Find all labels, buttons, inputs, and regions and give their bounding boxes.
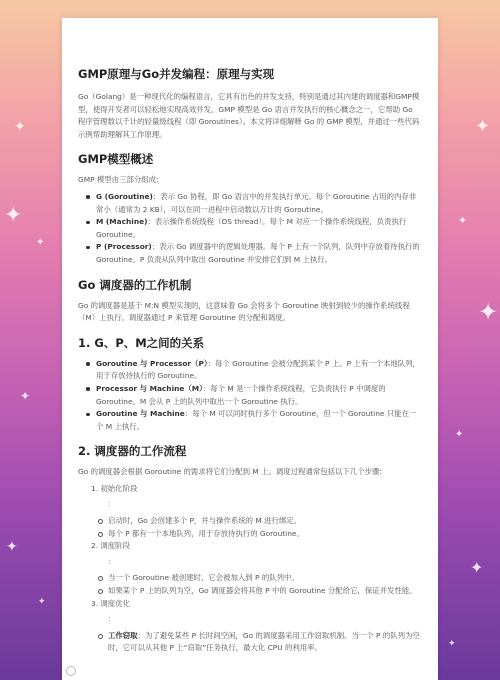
term-goroutine: G (Goroutine) [96, 191, 153, 201]
list-item: M (Machine)：表示操作系统线程（OS thread）。每个 M 对应一个操作系统线程，负责执行 Goroutine。 [96, 216, 422, 241]
step-optimize-sublist [78, 630, 422, 655]
list-item: P (Processor)：表示 Go 调度器中的逻辑处理器。每个 P 上有一个队列，队列中存放着待执行的 Goroutine。P 负责从队列中取出 Goroutine 并安排它们到 M 上执行。 [96, 241, 422, 266]
section-heading-scheduler-workflow: 2. 调度器的工作流程 [78, 444, 187, 459]
list-item: 工作窃取：为了避免某些 P 长时间空闲，Go 的调度器采用工作窃取机制。当一个 P 的队列为空时，它可以从其他 P 上“窃取”任务执行，最大化 CPU 的利用率。 [108, 630, 422, 655]
step-colon: : [108, 614, 111, 624]
star-decoration-icon: ✦ [448, 639, 456, 649]
list-item: 每个 P 都有一个本地队列，用于存放待执行的 Goroutine。 [108, 528, 422, 541]
section-heading-gpm-relationship: 1. G、P、M之间的关系 [78, 335, 205, 350]
section-heading-gmp-overview: GMP模型概述 [78, 152, 154, 167]
star-decoration-icon: ✦ [38, 597, 46, 607]
gmp-lead-paragraph: GMP 模型由三部分组成: [78, 175, 159, 185]
step-init-sublist [78, 515, 422, 540]
gmp-component-list [78, 191, 422, 267]
term-machine: M (Machine) [96, 217, 148, 227]
scheduler-paragraph: Go 的调度器是基于 M:N 模型实现的，这意味着 Go 会将多个 Goroutine 映射到较少的操作系统线程（M）上执行。调度器通过 P 来管理 Goroutine 的分配和调度。 [78, 300, 410, 323]
star-decoration-icon: ✦ [4, 203, 23, 228]
star-decoration-icon: ✦ [470, 558, 484, 577]
article-title: GMP原理与Go并发编程：原理与实现 [78, 67, 275, 81]
workflow-lead-paragraph: Go 的调度器会根据 Goroutine 的需求将它们分配到 M 上。调度过程通常包括以下几个步骤: [78, 467, 382, 477]
list-item: Processor 与 Machine（M）：每个 M 是一个操作系统线程，它负责执行 P 中调度的 Goroutine。M 会从 P 上的队列中取出一个 Goroutine 执行。 [96, 383, 422, 408]
step-colon: : [108, 499, 111, 509]
list-item: 当一个 Goroutine 被创建时，它会被加入到 P 的队列中。 [108, 572, 422, 585]
step-schedule-sublist [78, 572, 422, 597]
star-decoration-icon: ✦ [20, 389, 31, 403]
list-item: Goroutine 与 Machine：每个 M 可以同时执行多个 Goroutine，但一个 Goroutine 只能在一个 M 上执行。 [96, 408, 422, 433]
star-decoration-icon: ✦ [14, 119, 26, 135]
step-optimize: 3. 调度优化 [91, 598, 130, 608]
intro-paragraph: Go（Golang）是一种现代化的编程语言，它具有出色的并发支持，特别是通过其内建的调度器和GMP模型，使得开发者可以轻松地实现高效并发。GMP 模型是 Go 语言并发执行的核心概念之一，它帮助 Go 程序管理数以千计的轻量级线程（即 Goroutines）。本文将详细解释 Go 的 GMP 模型，并通过一些代码示例帮助理解其工作原理。 [78, 92, 420, 139]
list-item: G (Goroutine)：表示 Go 协程，即 Go 语言中的并发执行单元。每个 Goroutine 占用的内存非常小（通常为 2 KB），可以在同一进程中启动数以万计的 Goroutine。 [96, 191, 422, 216]
corner-mark-icon [66, 666, 76, 676]
step-schedule: 2. 调度阶段 [91, 541, 130, 551]
section-heading-scheduler-mechanism: Go 调度器的工作机制 [78, 277, 192, 292]
term-work-stealing: 工作窃取 [108, 630, 138, 640]
star-decoration-icon: ✦ [6, 539, 18, 555]
list-item: 启动时，Go 会创建多个 P，并与操作系统的 M 进行绑定。 [108, 515, 422, 528]
star-decoration-icon: ✦ [455, 429, 464, 440]
star-decoration-icon: ✦ [478, 298, 499, 326]
step-colon: : [108, 556, 111, 566]
star-decoration-icon: ✦ [36, 237, 45, 248]
article-card [62, 18, 438, 680]
relationship-list [78, 358, 422, 434]
list-item: 如果某个 P 上的队列为空，Go 调度器会将其他 P 中的 Goroutine 分配给它，保证并发性能。 [108, 585, 422, 598]
star-decoration-icon: ✦ [475, 116, 491, 137]
term-processor: P (Processor) [96, 242, 152, 252]
list-item: Goroutine 与 Processor（P）：每个 Goroutine 会被分配到某个 P 上。P 上有一个本地队列，用于存放待执行的 Goroutine。 [96, 358, 422, 383]
star-decoration-icon: ✦ [458, 214, 468, 227]
step-init: 1. 初始化阶段 [91, 483, 138, 493]
